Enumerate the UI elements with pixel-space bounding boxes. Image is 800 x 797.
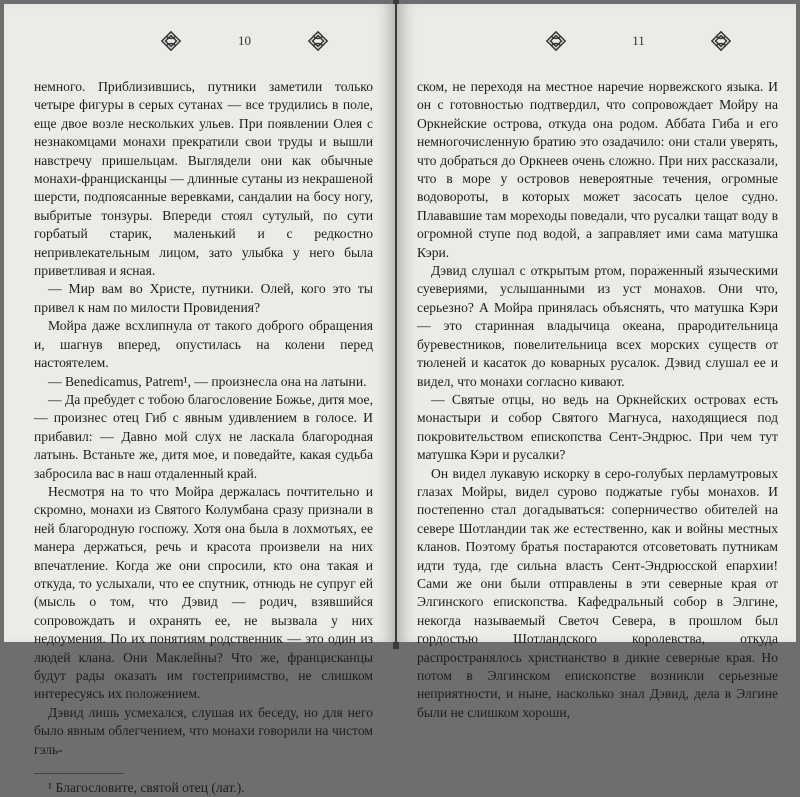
paragraph: ском, не переходя на местное наречие норвежского языка. И он с готовностью подтвердил, что сопровождает Мойру на Оркнейские острова, откуда она родом. Аббата Гиба и его немногочисленную братию это озадачило: они стали уверять, что добраться до Оркнеев очень сложно. При них рассказали, что в море у островов невероятные течения, огромные водовороты, в которых может засосать целое судно. Плававшие там мореходы поведали, что русалки тащат воду в огромной ступе под водой, а заправляет ими сама матушка Кэри. — [417, 79, 778, 260]
celtic-knot-icon — [545, 30, 567, 52]
paragraph: Он видел лукавую искорку в серо-голубых перламутровых глазах Мойры, видел сурово поджатые губы монахов. И постепенно стал догадываться: соперничество обителей на севере Шотландии так же естественно, как и войны местных кланов. Поэтому братья постараются отсоветовать путникам идти туда, где сильна власть Сент-Эндрюсской епархии! Сами же они были отправлены в эти северные края от Элгинского епископства. Кафедральный собор в Элгине, некогда называемый Светоч Севера, в прошлом был гордостью Шотландского королевства, откуда распространялось христианство в дикие северные края. Но потом в Элгинском епископстве возникли серьезные неприятности, и ныне, насколько знал Дэвид, дела в Элгине были не слишком хороши, — [417, 465, 778, 720]
paragraph: Дэвид лишь усмехался, слушая их беседу, но для него было явным облегчением, что монахи говорили на чистом гэль- — [34, 704, 373, 757]
paragraph: — Benedicamus, Patrem¹, — произнесла она на латыни. — [48, 373, 367, 389]
page-number: 10 — [238, 33, 251, 48]
left-page-text — [34, 78, 373, 797]
paragraph: Дэвид слушал с открытым ртом, пораженный языческими суевериями, услышанными из уст монахов. Они что, серьезно? А Мойра принялась объяснять, что матушка Кэри — это старинная владычица океана, прародительница буревестников, повелительница всех морских существ от тюленей и касаток до коварных русалок. Дэвид слушал ее и видел, что монахи согласно кивают. — [417, 263, 778, 389]
celtic-knot-icon — [307, 30, 329, 52]
paragraph: Несмотря на то что Мойра держалась почтительно и скромно, монахи из Святого Колумбана сразу признали в ней благородную госпожу. Хотя она была в лохмотьях, ее манера держаться, речь и красота произвели на них впечатление. Когда же они спросили, кто она такая и откуда, то услыхали, что ее спутник, отнюдь не супруг ей (мысль о том, что Дэвид — родич, взявшийся сопровождать и охранять ее, не вызвала у них недоумения. По их понятиям родственник — это один из людей клана. Они Маклейны? Что же, францисканцы будут рады оказать им гостеприимство, не слишком интересуясь их положением. — [34, 483, 373, 702]
paragraph: — Мир вам во Христе, путники. Олей, кого это ты привел к нам по милости Провидения? — [34, 281, 373, 315]
right-page — [397, 4, 796, 720]
paragraph: немного. Приблизившись, путники заметили только четыре фигуры в серых сутанах — все трудились в поле, еще двое возле нескольких ульев. При появлении Олея с незнакомцами монахи прекратили свои труды и вышли навстречу пришельцам. Выглядели они как обычные монахи-францисканцы — длинные сутаны из некрашеной шерсти, подпоясанные веревками, сандалии на босу ногу, выбритые тонзуры. Впереди стоял сутулый, по сути горбатый старик, маленький и с редкостно непривлекательным лицом, зато улыбка у него была приветливая и ясная. — [34, 79, 373, 279]
paragraph: — Да пребудет с тобою благословение Божье, дитя мое, — произнес отец Гиб с явным удивлением в голосе. И прибавил: — Давно мой слух не ласкала благородная латынь. Встаньте же, дитя мое, и поведайте, какая судьба забросила вас в наш отдаленный край. — [34, 391, 373, 481]
paragraph: Мойра даже всхлипнула от такого доброго обращения и, шагнув вперед, опустилась на колени перед настоятелем. — [34, 318, 373, 371]
left-page — [4, 4, 395, 796]
paragraph: — Святые отцы, но ведь на Оркнейских островах есть монастыри и собор Святого Магнуса, находящиеся под покровительством епископства Сент-Эндрюс. При чем тут матушка Кэри и русалки? — [417, 391, 778, 463]
celtic-knot-icon — [710, 30, 732, 52]
celtic-knot-icon — [160, 30, 182, 52]
page-number: 11 — [632, 33, 645, 48]
left-page-header — [34, 24, 373, 58]
right-page-text — [417, 78, 778, 722]
footnote-divider — [34, 773, 124, 774]
footnote: ¹ Благословите, святой отец (лат.). — [48, 780, 245, 796]
right-page-header — [417, 24, 778, 58]
